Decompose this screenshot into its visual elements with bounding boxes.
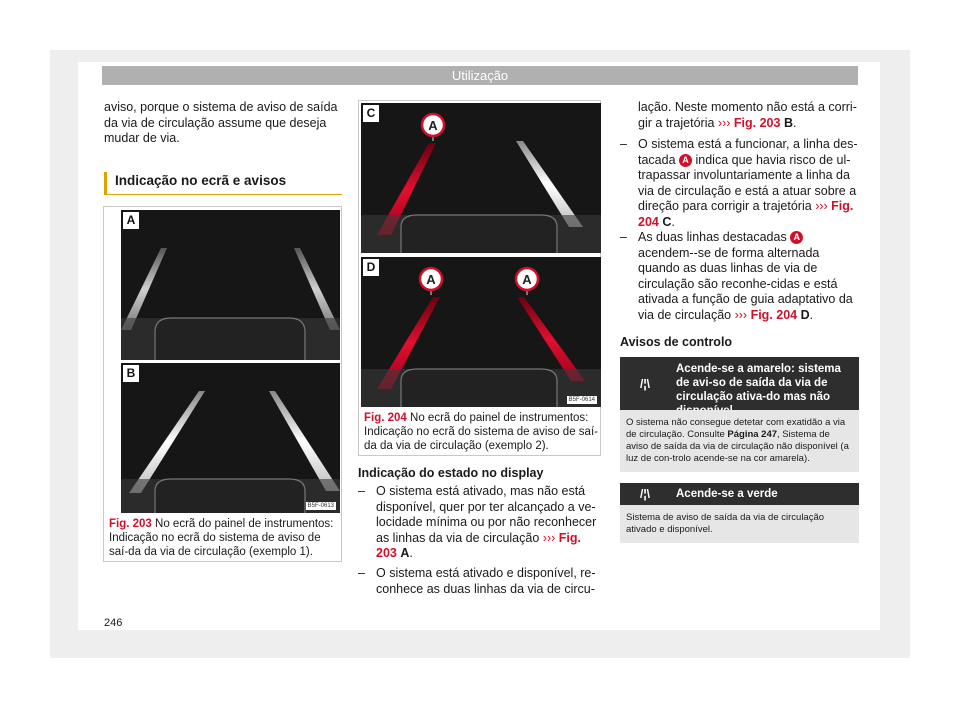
lane-lines-graphic [121, 210, 340, 360]
panel-d [361, 257, 601, 407]
caption-text: No ecrã do painel de instrumentos: Indicação no ecrã do sistema de aviso de saí-da da via de circulação (exemplo 1). [109, 518, 334, 558]
figure-203 [103, 206, 342, 562]
panel-c [361, 103, 601, 253]
marker-a-left: A [426, 272, 436, 287]
display-status-title: Indicação do estado no display [358, 466, 544, 480]
marker-a-badge: A [790, 231, 803, 244]
figure-letter: C [662, 214, 672, 229]
figure-letter: B [783, 115, 793, 130]
panel-a [121, 210, 340, 360]
panel-b-letter: B [123, 365, 139, 382]
marker-a-badge: A [679, 154, 692, 167]
page-number: 246 [104, 617, 123, 629]
list-dash: – [620, 137, 627, 151]
arrow-ref: ››› [542, 530, 556, 545]
warning-lamp-green-header [620, 483, 859, 505]
list-dash: – [358, 484, 365, 498]
arrow-ref: ››› [717, 115, 731, 130]
warning-lamp-yellow-header [620, 357, 859, 410]
list-dash: – [620, 230, 627, 244]
item-text: O sistema está ativado e disponível, re-conhece as duas linhas da via de circu- [376, 566, 596, 596]
figure-203-caption [109, 517, 339, 559]
lane-lines-graphic [361, 103, 601, 253]
figure-204 [358, 100, 601, 456]
item-text: indica que havia risco de ul-trapassar involuntariamente a linha da via de circulação e está a atuar sobre a direção para corrigir a trajetória [638, 152, 857, 213]
marker-a: A [428, 118, 438, 133]
controls-title: Avisos de controlo [620, 335, 733, 349]
figure-link[interactable]: Fig. 204 [750, 307, 798, 322]
item-text: acendem--se de forma alternada quando as duas linhas de via de circulação são reconhe-cidas e está ativada a função de guia adaptativo da via de circulação [638, 245, 853, 322]
warning-lamp-yellow-body [620, 410, 859, 472]
figure-link[interactable]: Fig. 203 [376, 530, 581, 560]
image-code: B5F-0613 [307, 503, 334, 509]
panel-d-letter: D [363, 259, 379, 276]
warning-text: O sistema não consegue detetar com exatidão a via de circulação. Consulte [626, 417, 846, 440]
warning-title: Acende-se a amarelo: sistema de avi-so de saída da via de circulação ativa-do mas não [676, 363, 841, 403]
list-dash: – [358, 566, 365, 580]
panel-a-letter: A [123, 212, 139, 229]
warning-text: , Sistema de aviso de saída da via de circulação não disponível (a luz de con-trolo acende-se na cor amarela). [626, 429, 849, 464]
item-text: O sistema está ativado, mas não está disponível, quer por ter alcançado a ve-locidade mínima ou por não reconhecer as linhas da via de circulação [376, 484, 597, 545]
marker-a-right: A [522, 272, 532, 287]
figure-204-caption [364, 411, 598, 453]
arrow-ref: ››› [734, 307, 748, 322]
panel-b [121, 363, 340, 513]
figure-letter: A [400, 546, 410, 560]
item-text: O sistema está a funcionar, a linha des-tacada [638, 137, 858, 167]
lane-assist-icon: /¦\ [639, 487, 651, 501]
warning-lamp-green-body: Sistema de aviso de saída da via de circulação ativado e disponível. [620, 505, 859, 543]
item-text: As duas linhas destacadas [638, 230, 787, 244]
lane-lines-graphic [121, 363, 340, 513]
lane-assist-icon: /¦\ [639, 376, 651, 391]
warning-title: Acende-se a verde [676, 488, 778, 500]
image-code: B5F-0614 [568, 397, 595, 403]
panel-c-letter: C [363, 105, 379, 122]
section-title: Indicação no ecrã e avisos [104, 172, 342, 195]
lane-lines-graphic [361, 257, 601, 407]
figure-link[interactable]: Fig. 204 [638, 199, 854, 229]
caption-text: No ecrã do painel de instrumentos: Indicação no ecrã do sistema de aviso de saí-da da via de circulação (exemplo 2). [364, 412, 598, 452]
page-link[interactable]: Página 247 [727, 429, 778, 440]
figure-link[interactable]: Fig. 203 [733, 115, 781, 130]
arrow-ref: ››› [815, 199, 828, 213]
figure-ref: Fig. 203 [109, 518, 152, 530]
figure-letter: D [800, 307, 810, 322]
intro-paragraph: aviso, porque o sistema de aviso de saída da via de circulação assume que deseja mudar de via. [104, 100, 338, 145]
figure-ref: Fig. 204 [364, 412, 407, 424]
page-header: Utilização [102, 66, 858, 85]
item-text: lação. Neste momento não está a corri-gir a trajetória [638, 100, 857, 130]
